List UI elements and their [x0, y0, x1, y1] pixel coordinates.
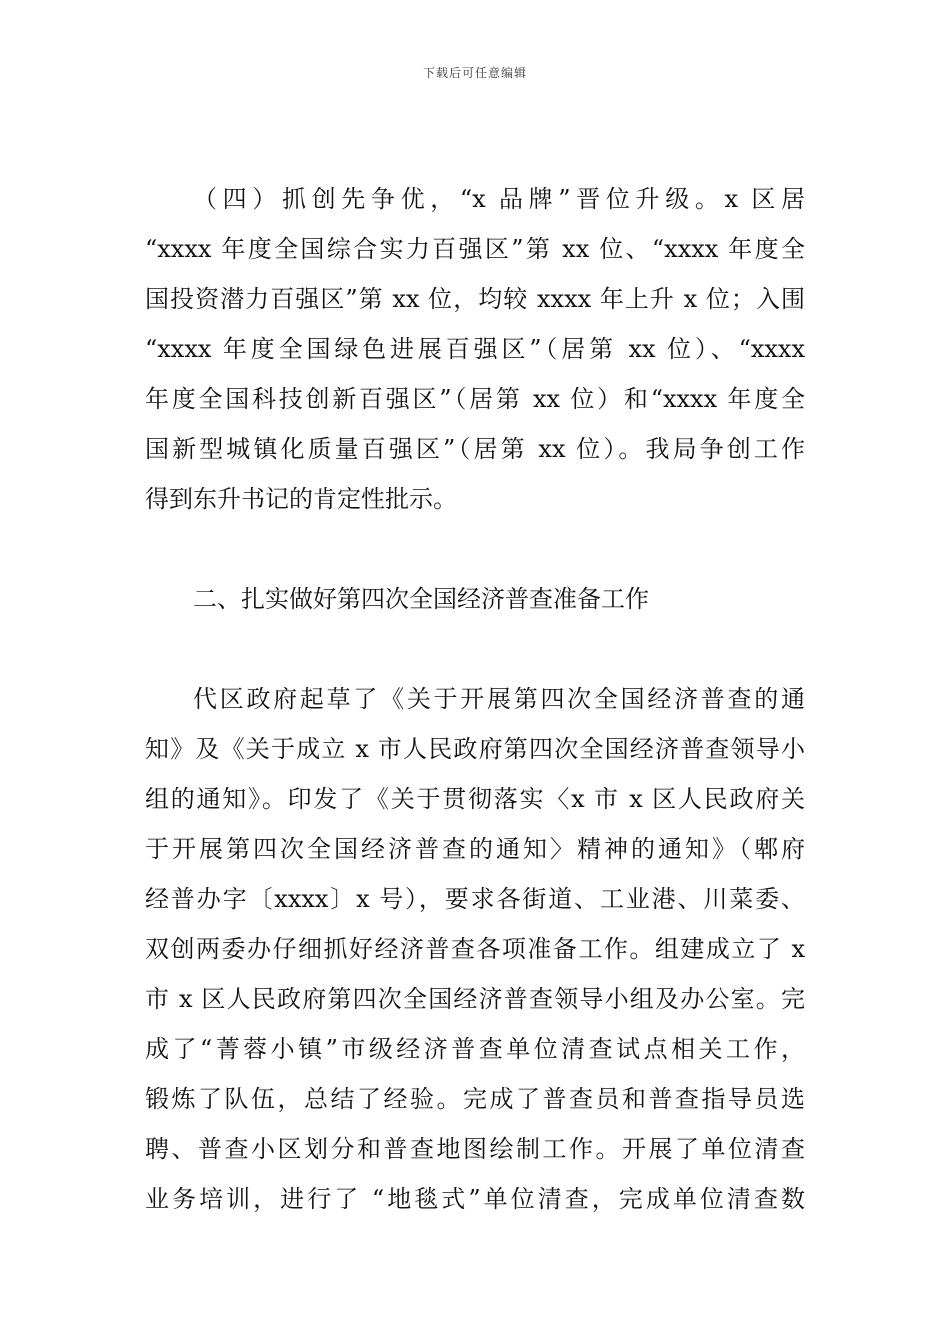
paragraph-line: 国新型城镇化质量百强区”（居第 xx 位）。我局争创工作 — [145, 435, 805, 463]
paragraph-line: 代区政府起草了《关于开展第四次全国经济普查的通 — [193, 685, 805, 713]
paragraph-line: 成了“菁蓉小镇”市级经济普查单位清查试点相关工作， — [145, 1035, 805, 1063]
paragraph-line: 得到东升书记的肯定性批示。 — [145, 485, 457, 513]
paragraph-line: 锻炼了队伍，总结了经验。完成了普查员和普查指导员选 — [145, 1085, 805, 1113]
paragraph-line: 知》及《关于成立 x 市人民政府第四次全国经济普查领导小 — [145, 735, 805, 763]
paragraph-line: 市 x 区人民政府第四次全国经济普查领导小组及办公室。完 — [145, 985, 805, 1013]
paragraph-line: 经普办字〔xxxx〕x 号），要求各街道、工业港、川菜委、 — [145, 885, 805, 913]
paragraph-line: “xxxx 年度全国综合实力百强区”第 xx 位、“xxxx 年度全 — [145, 235, 805, 263]
page-header: 下载后可任意编辑 — [422, 66, 527, 80]
section-heading: 二、扎实做好第四次全国经济普查准备工作 — [193, 585, 649, 613]
paragraph-line: 国投资潜力百强区”第 xx 位，均较 xxxx 年上升 x 位；入围 — [145, 285, 805, 313]
paragraph-line: 年度全国科技创新百强区”（居第 xx 位）和“xxxx 年度全 — [145, 385, 805, 413]
paragraph-line: （四）抓创先争优，“x 品牌”晋位升级。x 区居 — [193, 185, 805, 213]
paragraph-line: 业务培训，进行了 “地毯式”单位清查，完成单位清查数 — [145, 1185, 805, 1213]
paragraph-line: 双创两委办仔细抓好经济普查各项准备工作。组建成立了 x — [145, 935, 805, 963]
paragraph-line: 聘、普查小区划分和普查地图绘制工作。开展了单位清查 — [145, 1135, 805, 1163]
paragraph-line: 组的通知》。印发了《关于贯彻落实〈x 市 x 区人民政府关 — [145, 785, 805, 813]
paragraph-line: “xxxx 年度全国绿色进展百强区”（居第 xx 位）、“xxxx — [145, 335, 805, 363]
paragraph-line: 于开展第四次全国经济普查的通知〉精神的通知》（郫府 — [145, 835, 805, 863]
